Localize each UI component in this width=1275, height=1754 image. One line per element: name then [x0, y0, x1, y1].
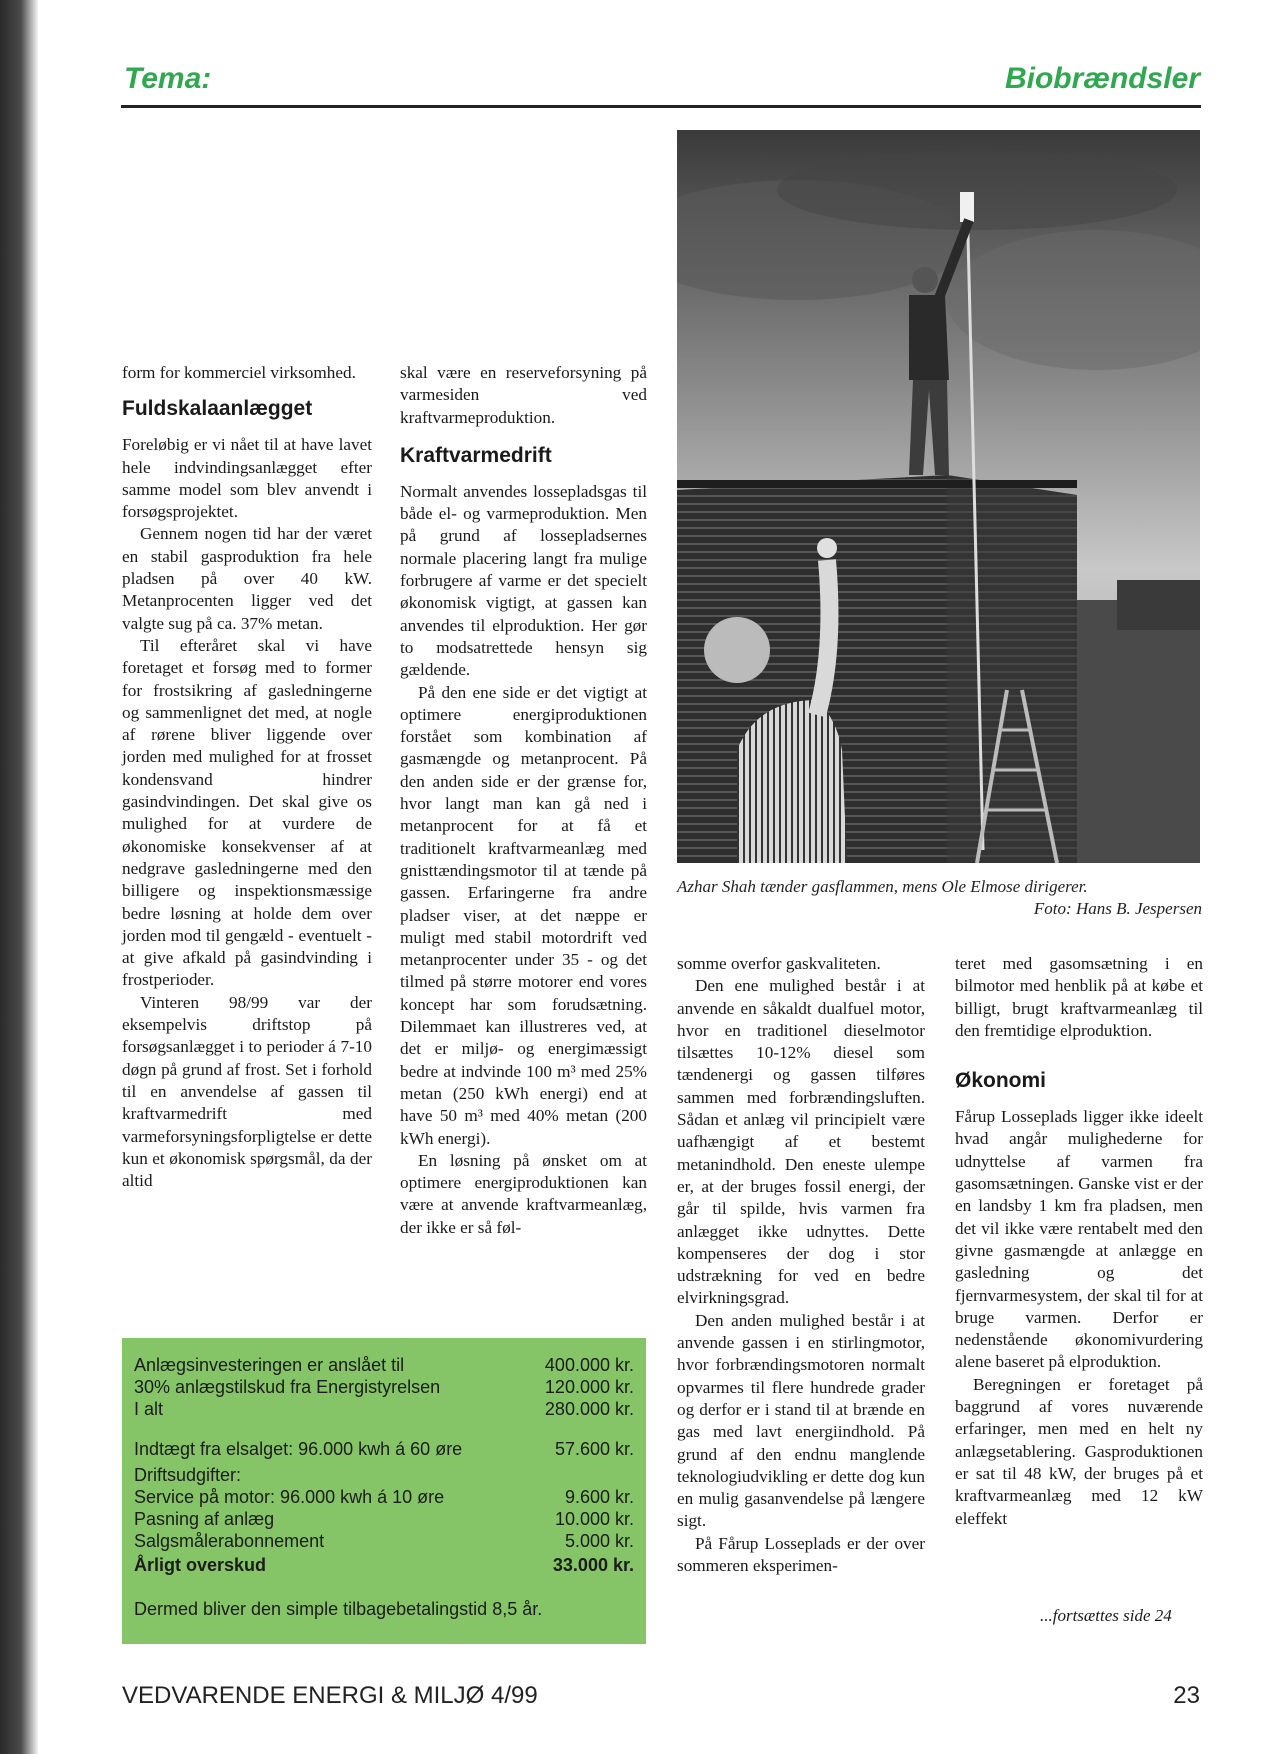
- box-row-label: 30% anlægstilskud fra Energistyrelsen: [134, 1377, 441, 1397]
- box-row: [134, 1464, 634, 1486]
- publication-name: VEDVARENDE ENERGI & MILJØ 4/99: [122, 1682, 538, 1709]
- photo-gas-flame-lighting: [677, 130, 1200, 863]
- box-row-value: 9.600 kr.: [564, 1487, 634, 1507]
- header-rule: [121, 105, 1201, 108]
- section-theme-label: Tema:: [124, 62, 212, 95]
- box-row-value: 280.000 kr.: [544, 1399, 634, 1419]
- paragraph: form for kommerciel virksomhed.: [122, 363, 356, 382]
- box-row-label: Pasning af anlæg: [134, 1509, 275, 1529]
- subheading-kraftvarmedrift: Kraftvarmedrift: [400, 443, 552, 467]
- box-note-text: Dermed bliver den simple tilbagebetalingstid 8,5 år.: [134, 1599, 543, 1619]
- paragraph: En løsning på ønsket om at optimere energiproduktionen kan være at anvende kraftvarmeanlæg, der ikke er så føl-: [400, 1150, 647, 1237]
- paragraph: skal være en reserveforsyning på varmesiden ved kraftvarmeproduktion.: [400, 363, 647, 427]
- paragraph: Vinteren 98/99 var der eksempelvis driftstop på forsøgsanlægget i to perioder á 7-10 døgn på grund af frost. Set i forhold til en anvendelse af gassen til kraftvarmedrift med varmeforsyningsforpligtelse er dette kun et økonomisk spørgsmål, da der altid: [122, 992, 372, 1191]
- box-row: [134, 1354, 634, 1376]
- article-column-1: [122, 362, 372, 1192]
- photo-illustration: [677, 130, 1200, 863]
- box-row: [134, 1438, 634, 1460]
- paragraph: Den anden mulighed består i at anvende gassen i en stirlingmotor, hvor forbrændingsmotoren normalt opvarmes til flere hundrede grader og derfor er i stand til at brænde en gas med lavt energiindhold. På grund af den endnu manglende teknologiudvikling er dette dog kun en mulig gasanvendelse på længere sigt.: [677, 1310, 925, 1531]
- box-row-label: I alt: [134, 1399, 164, 1419]
- paragraph: På Fårup Losseplads er der over sommeren eksperimen-: [677, 1533, 925, 1576]
- box-row: [134, 1376, 634, 1398]
- paragraph: Gennem nogen tid har der været en stabil gasproduktion fra hele pladsen på over 40 kW. Metanprocenten ligger ved det valgte sug på ca. 37% metan.: [122, 524, 372, 633]
- box-row-label: Salgsmålerabonnement: [134, 1531, 325, 1551]
- box-row: [134, 1398, 634, 1420]
- book-spine-shadow: [0, 0, 38, 1754]
- box-row: [134, 1530, 634, 1552]
- paragraph: Den ene mulighed består i at anvende en såkaldt dualfuel motor, hvor en traditionel dieselmotor tilsættes 10-12% diesel som tændenergi og gassen tilføres sammen med forbrændingsluften. Sådan et anlæg vil principielt være uafhængigt af et bestemt metanindhold. Den eneste ulempe er, at der bruges fossil energi, der går til spilde, hvis varmen fra anlægget ikke udnyttes. Dette kompenseres der dog i stor udstrækning for ved en bedre elvirkningsgrad.: [677, 976, 925, 1308]
- box-row-label: Anlægsinvesteringen er anslået til: [134, 1355, 405, 1375]
- paragraph: På den ene side er det vigtigt at optimere energiproduktionen forstået som kombination af gasmængde og metanprocent. På den anden side er der grænse for, hvor langt man kan gå ned i metanprocent for at få et traditionelt kraftvarmeanlæg med gnisttændingsmotor til at tænde på gassen. Erfaringerne fra andre pladser viser, at det næppe er muligt med stabil motordrift ved metanprocenter under 35 - og det tilmed på større motorer end vores koncept har som forudsætning. Dilemmaet kan illustreres ved, at det er miljø- og energimæssigt bedre at indvinde 100 m³ med 25% metan (250 kWh energi) end at have 50 m³ med 40% metan (200 kWh energi).: [400, 682, 647, 1148]
- box-row-value: 10.000 kr.: [554, 1509, 634, 1529]
- box-row-value: 57.600 kr.: [554, 1439, 634, 1459]
- caption-text: Azhar Shah tænder gasflammen, mens Ole Elmose dirigerer.: [677, 877, 1088, 896]
- box-row-value: 400.000 kr.: [544, 1355, 634, 1375]
- paragraph: Fårup Losseplads ligger ikke ideelt hvad angår mulighederne for udnyttelse af varmen fra gasomsætningen. Ganske vist er der en landsby 1 km fra pladsen, men det vil ikke være rentabelt med den givne gasmængde at anlægge en gasledning og det fjernvarmesystem, der skal til for at bruge varmen. Derfor er nedenstående økonomivurdering alene baseret på elproduktion.: [955, 1107, 1203, 1372]
- box-note: [134, 1598, 634, 1620]
- paragraph: Til efteråret skal vi have foretaget et forsøg med to former for frostsikring af gasledningerne og sammenlignet det med, at nogle af rørene bliver liggende over jorden med mulighed for at frosset kondensvand hindrer gasindvindingen. Det skal give os mulighed for at vurdere de økonomiske konsekvenser af at nedgrave gasledningerne med den billigere og inspektionsmæssige bedre løsning at holde dem over jorden mod til gengæld - eventuelt - at give afkald på gasindvinding i frostperioder.: [122, 635, 372, 990]
- box-row: [134, 1508, 634, 1530]
- box-row-label: Årligt overskud: [134, 1555, 267, 1575]
- continued-note: ...fortsættes side 24: [1040, 1606, 1172, 1625]
- paragraph: somme overfor gaskvaliteten.: [677, 954, 881, 973]
- box-row-label: Driftsudgifter:: [134, 1465, 242, 1485]
- article-column-4: [955, 953, 1203, 1530]
- box-row-value: 33.000 kr.: [552, 1555, 634, 1575]
- page-number: 23: [1173, 1682, 1200, 1709]
- photo-credit: Foto: Hans B. Jespersen: [1033, 899, 1202, 918]
- photo-caption: [677, 876, 1202, 920]
- paragraph: Normalt anvendes lossepladsgas til både el- og varmeproduktion. Men på grund af lossepladsernes normale placering langt fra mulige forbrugere af varme er det specielt økonomisk vigtigt, at gassen kan anvendes til elproduktion. Her gør to modsatrettede hensyn sig gældende.: [400, 481, 647, 680]
- paragraph: Beregningen er foretaget på baggrund af vores nuværende erfaringer, men med en helt ny anlægsetablering. Gasproduktionen er sat til 48 kW, der bruges på et kraftvarmeanlæg med 12 kW eleffekt: [955, 1374, 1203, 1528]
- article-column-2: [400, 362, 647, 1239]
- box-row: [134, 1486, 634, 1508]
- subheading-okonomi: Økonomi: [955, 1069, 1047, 1093]
- article-column-3: [677, 953, 925, 1577]
- box-row-label: Indtægt fra elsalget: 96.000 kwh á 60 øre: [134, 1439, 463, 1459]
- box-row-label: Service på motor: 96.000 kwh á 10 øre: [134, 1487, 445, 1507]
- subheading-fuldskala: Fuldskalaanlægget: [122, 397, 313, 421]
- section-topic-label: Biobrændsler: [1004, 62, 1200, 95]
- paragraph: Foreløbig er vi nået til at have lavet hele indvindingsanlægget efter samme model som blev anvendt i forsøgsprojektet.: [122, 435, 372, 522]
- economy-summary-box: [122, 1338, 646, 1644]
- paragraph: teret med gasomsætning i en bilmotor med henblik på at købe et billigt, brugt kraftvarmeanlæg til den fremtidige elproduktion.: [955, 954, 1203, 1040]
- box-row-value: 5.000 kr.: [564, 1531, 634, 1551]
- box-row-value: 120.000 kr.: [544, 1377, 634, 1397]
- box-row-total: [134, 1554, 634, 1576]
